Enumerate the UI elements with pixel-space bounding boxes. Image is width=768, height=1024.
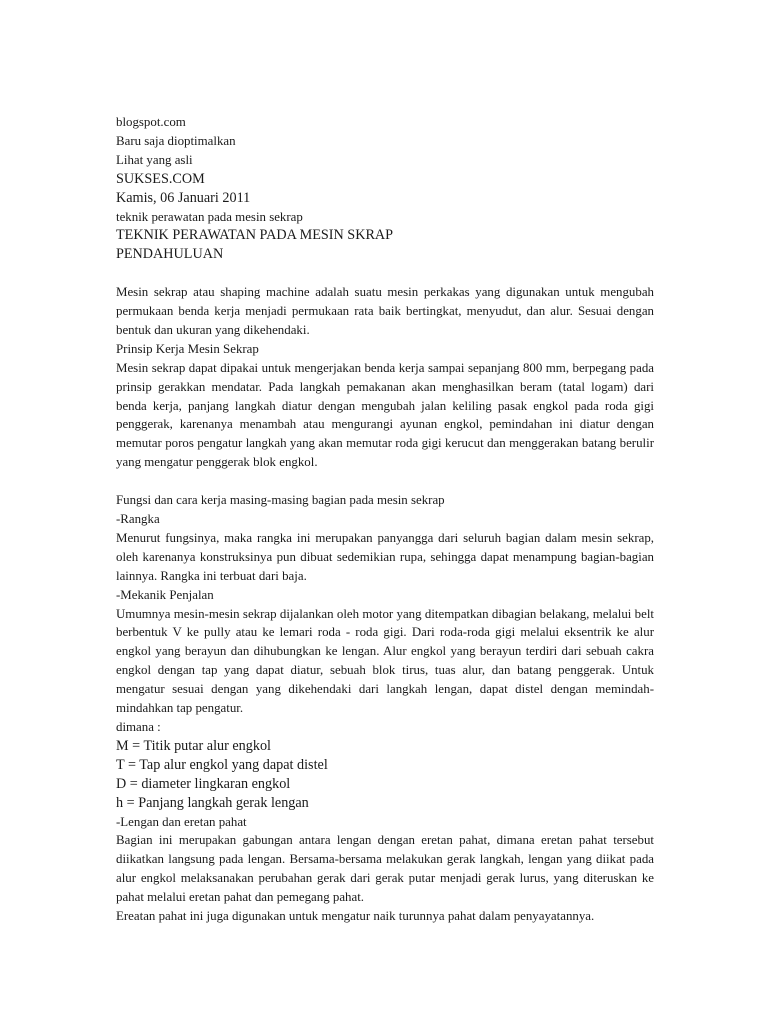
site-name: SUKSES.COM	[116, 170, 205, 187]
spacer	[116, 264, 654, 283]
functions-heading: Fungsi dan cara kerja masing-masing bagian pada mesin sekrap	[116, 493, 445, 508]
definition-t: T = Tap alur engkol yang dapat distel	[116, 756, 328, 773]
source-domain: blogspot.com	[116, 115, 186, 129]
post-title: teknik perawatan pada mesin sekrap	[116, 209, 303, 224]
definition-h: h = Panjang langkah gerak lengan	[116, 794, 309, 811]
tool-paragraph: Ereatan pahat ini juga digunakan untuk mengatur naik turunnya pahat dalam penyayatannya.	[116, 909, 595, 924]
principle-heading: Prinsip Kerja Mesin Sekrap	[116, 341, 259, 356]
drive-paragraph: Umumnya mesin-mesin sekrap dijalankan oleh motor yang ditempatkan dibagian belakang, melalui belt berbentuk V ke pully atau ke lemari roda - roda gigi. Dari roda-roda gigi melalui eksentrik ke alur engkol yang berayun dan dihubungkan ke lengan. Alur engkol yang berayun terdiri dari sebuah cakra engkol dengan tap yang dapat diatur, sebuah blok tirus, tuas alur, dan batang penggerak. Untuk mengatur sesuai dengan yang dikehendaki dari langkah lengan, dapat distel dengan memindah-mindahkan tap pengatur.	[116, 606, 654, 716]
intro-paragraph: Mesin sekrap atau shaping machine adalah suatu mesin perkakas yang digunakan untuk mengubah permukaan benda kerja menjadi permukaan rata baik bertingkat, menyudut, dan alur. Sesuai dengan bentuk dan ukuran yang dikehendaki.	[116, 285, 654, 337]
intro-heading: PENDAHULUAN	[116, 246, 224, 263]
optimized-notice: Baru saja dioptimalkan	[116, 133, 236, 148]
view-original-link[interactable]: Lihat yang asli	[116, 152, 193, 167]
document-page	[116, 113, 654, 926]
where-label: dimana :	[116, 719, 161, 734]
frame-heading: -Rangka	[116, 512, 160, 526]
definition-d: D = diameter lingkaran engkol	[116, 775, 291, 792]
principle-paragraph: Mesin sekrap dapat dipakai untuk mengerjakan benda kerja sampai sepanjang 800 mm, berpegang pada prinsip gerakkan mendatar. Pada langkah pemakanan akan menghasilkan beram (tatal logam) dari benda kerja, panjang langkah diatur dengan mengubah jalan keliling pasak engkol pada roda gigi penggerak, karenanya menambah atau mengurangi ayunan engkol, pemindahan ini diatur dengan memutar poros pengatur langkah yang akan memutar roda gigi kerucut dan menggerakan batang berulir yang mengatur penggerak blok engkol.	[116, 360, 654, 470]
arm-heading: -Lengan dan eretan pahat	[116, 814, 247, 829]
arm-paragraph: Bagian ini merupakan gabungan antara lengan dengan eretan pahat, dimana eretan pahat tersebut diikatkan langsung pada lengan. Bersama-bersama melakukan gerak langkah, lengan yang diikat pada alur engkol melaksanakan perubahan gerak dari gerak putar menjadi gerak lurus, yang diteruskan ke pahat melalui eretan pahat dan pemegang pahat.	[116, 833, 654, 905]
definition-m: M = Titik putar alur engkol	[116, 737, 272, 754]
frame-paragraph: Menurut fungsinya, maka rangka ini merupakan panyangga dari seluruh bagian dalam mesin sekrap, oleh karenanya konstruksinya pun dibuat sedemikian rupa, sehingga dapat menampung bagian-bagian lainnya. Rangka ini terbuat dari baja.	[116, 530, 654, 583]
document-title: TEKNIK PERAWATAN PADA MESIN SKRAP	[116, 227, 394, 244]
drive-heading: -Mekanik Penjalan	[116, 587, 214, 602]
spacer	[116, 472, 654, 491]
post-date: Kamis, 06 Januari 2011	[116, 189, 251, 206]
